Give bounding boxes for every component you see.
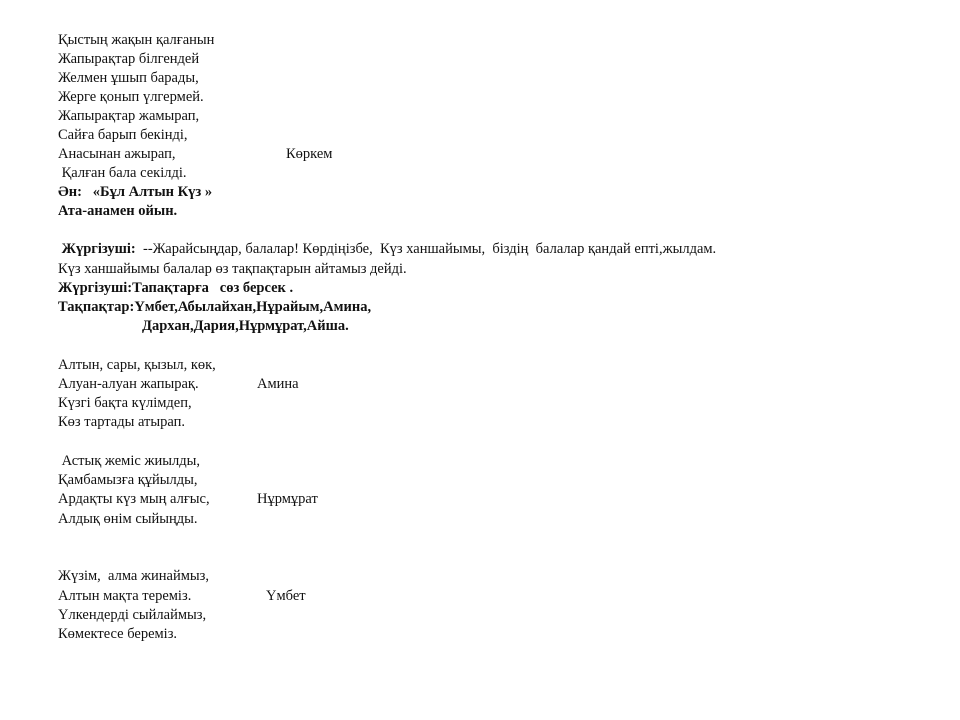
host-line-2: Жүргізуші:Тапақтарға сөз берсек . [58,280,294,296]
poem-line: Көз тартады атырап. [58,414,185,430]
speaker-name: Нұрмұрат [257,491,318,507]
host-speech-line-2: Күз ханшайымы балалар өз тақпақтарын айтамыз дейді. [58,261,407,277]
poem-line: Алтын мақта тереміз. [58,588,192,604]
poem-line: Алдық өнім сыйыңды. [58,511,198,527]
poem-line: Қалған бала секілді. [58,165,187,181]
poem-line: Жерге қонып үлгермей. [58,89,204,105]
speaker-name: Үмбет [266,588,306,604]
speaker-name: Амина [257,376,299,392]
host-label: Жүргізуші: [58,241,136,257]
song-line: Ән: «Бұл Алтын Күз » [58,184,213,200]
poem-line: Қыстың жақын қалғанын [58,32,215,48]
poem-line: Астық жеміс жиылды, [58,453,200,469]
poem-line: Ардақты күз мың алғыс, [58,491,210,507]
poem-line: Жапырақтар білгендей [58,51,200,67]
poem-line: Алтын, сары, қызыл, көк, [58,357,216,373]
takpak-line-1: Тақпақтар:Үмбет,Абылайхан,Нұрайым,Амина, [58,299,372,315]
poem-line: Сайға барып бекінді, [58,127,188,143]
game-line: Ата-анамен ойын. [58,203,178,219]
poem-line: Күзгі бақта күлімдеп, [58,395,192,411]
poem-line: Көмектесе береміз. [58,626,178,642]
poem-line: Қамбамызға құйылды, [58,472,198,488]
poem-line: Жүзім, алма жинаймыз, [58,568,209,584]
poem-line: Үлкендерді сыйлаймыз, [58,607,207,623]
host-speech-line [58,240,716,259]
takpak-line-2: Дархан,Дария,Нұрмұрат,Айша. [142,318,349,334]
poem-line: Алуан-алуан жапырақ. [58,376,199,392]
host-speech-text: --Жарайсыңдар, балалар! Көрдіңізбе, Күз ханшайымы, біздің балалар қандай епті,жылдам. [135,241,717,257]
poem-line: Желмен ұшып барады, [58,70,199,86]
poem-line: Анасынан ажырап, [58,146,176,162]
speaker-name: Көркем [286,146,333,162]
poem-line: Жапырақтар жамырап, [58,108,200,124]
